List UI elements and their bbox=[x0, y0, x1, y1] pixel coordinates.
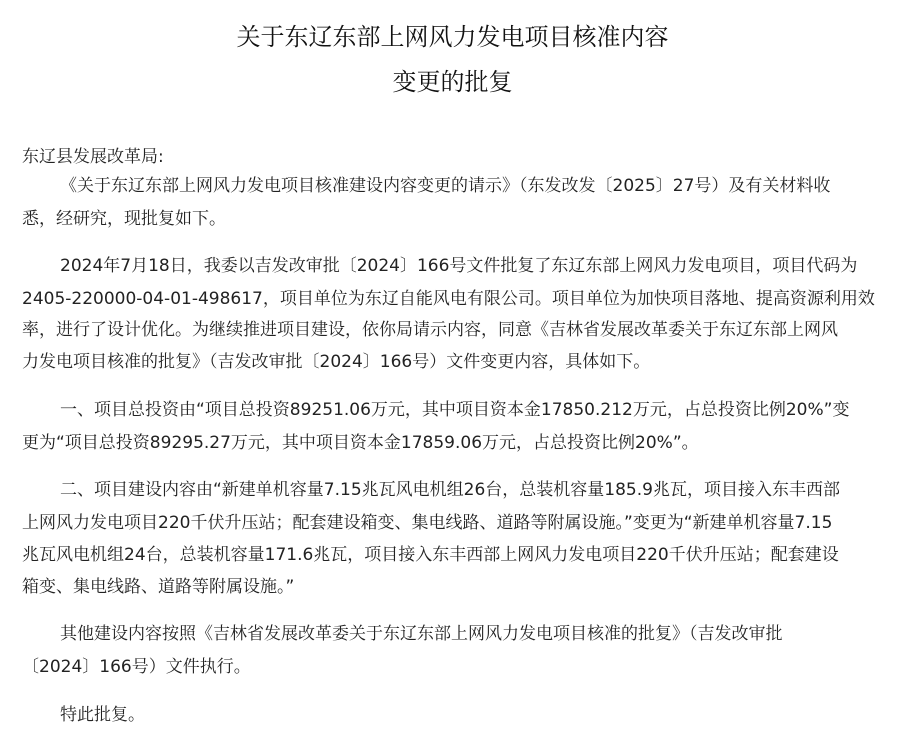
paragraph-3-line-2: 更为“项目总投资89295.27万元，其中项目资本金17859.06万元，占总投资比例20%”。 bbox=[22, 433, 699, 453]
paragraph-2-line-3: 率，进行了设计优化。为继续推进项目建设，依你局请示内容，同意《吉林省发展改革委关于东辽东部上网风 bbox=[22, 320, 838, 340]
paragraph-4-line-2: 上网风力发电项目220千伏升压站；配套建设箱变、集电线路、道路等附属设施。”变更为“新建单机容量7.15 bbox=[22, 513, 833, 533]
paragraph-3-line-1: 一、项目总投资由“项目总投资89251.06万元，其中项目资本金17850.212万元，占总投资比例20%”变 bbox=[60, 400, 850, 420]
document-title-line-1: 关于东辽东部上网风力发电项目核准内容 bbox=[236, 23, 669, 51]
paragraph-1-line-2: 悉，经研究，现批复如下。 bbox=[22, 209, 226, 229]
paragraph-1-line-1: 《关于东辽东部上网风力发电项目核准建设内容变更的请示》（东发改发〔2025〕27号）及有关材料收 bbox=[60, 176, 831, 196]
paragraph-4-line-3: 兆瓦风电机组24台，总装机容量171.6兆瓦，项目接入东丰西部上网风力发电项目220千伏升压站；配套建设 bbox=[22, 545, 839, 565]
paragraph-2-line-4: 力发电项目核准的批复》（吉发改审批〔2024〕166号）文件变更内容，具体如下。 bbox=[22, 352, 651, 372]
paragraph-4-line-1: 二、项目建设内容由“新建单机容量7.15兆瓦风电机组26台，总装机容量185.9兆瓦，项目接入东丰西部 bbox=[60, 480, 840, 500]
addressee: 东辽县发展改革局: bbox=[22, 147, 164, 167]
paragraph-2-line-2: 2405-220000-04-01-498617，项目单位为东辽自能风电有限公司。项目单位为加快项目落地、提高资源利用效 bbox=[22, 289, 875, 309]
document-title-line-2: 变更的批复 bbox=[392, 68, 513, 96]
paragraph-2-line-1: 2024年7月18日，我委以吉发改审批〔2024〕166号文件批复了东辽东部上网风力发电项目，项目代码为 bbox=[60, 256, 858, 276]
paragraph-5-line-1: 其他建设内容按照《吉林省发展改革委关于东辽东部上网风力发电项目核准的批复》（吉发改审批 bbox=[60, 624, 783, 644]
paragraph-5-line-2: 〔2024〕166号）文件执行。 bbox=[22, 657, 251, 677]
closing-line: 特此批复。 bbox=[60, 705, 145, 725]
paragraph-4-line-4: 箱变、集电线路、道路等附属设施。” bbox=[22, 577, 295, 597]
